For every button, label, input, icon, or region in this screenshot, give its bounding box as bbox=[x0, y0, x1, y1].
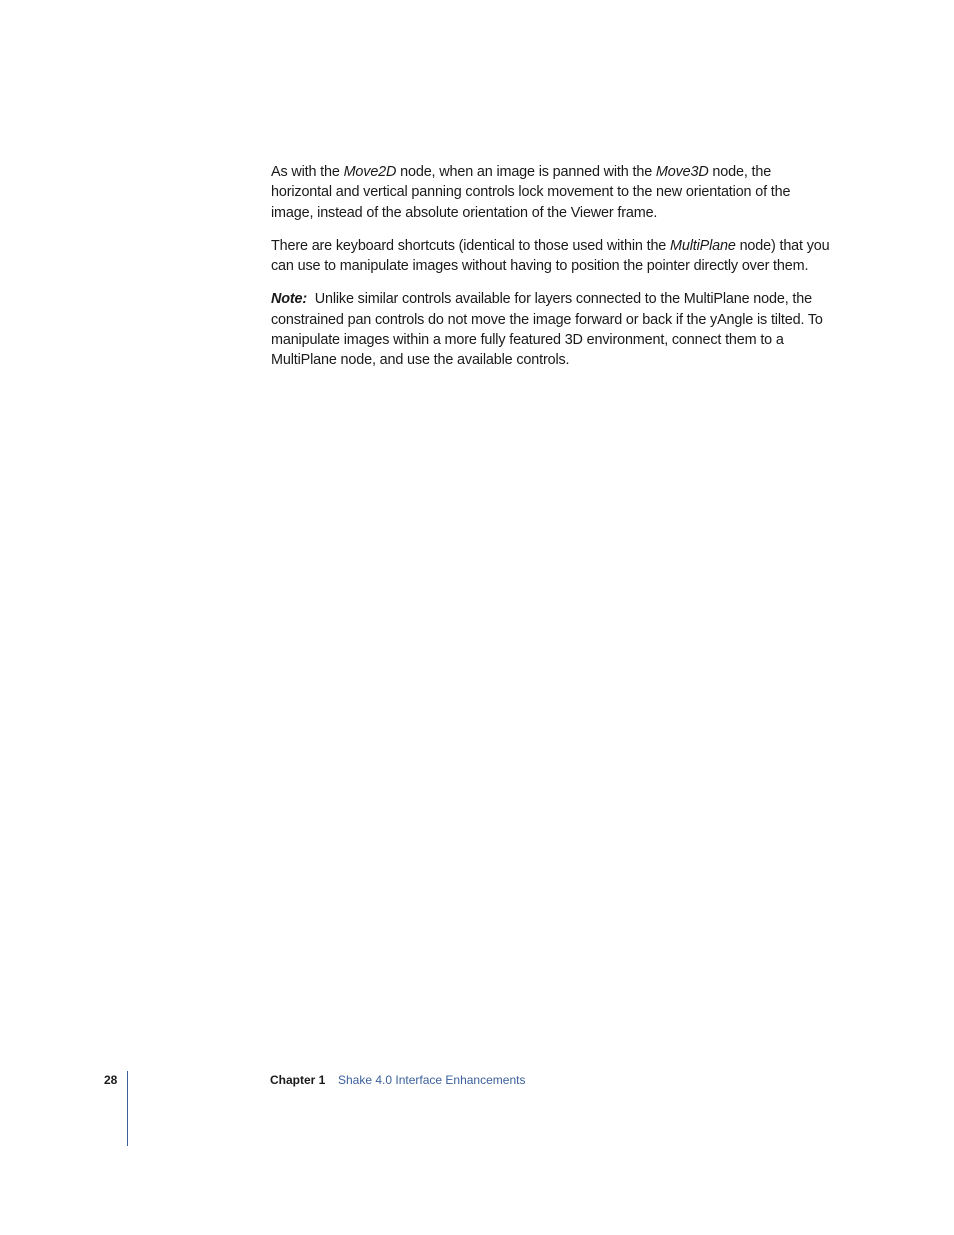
paragraph-move3d-panning bbox=[271, 162, 831, 223]
italic-term-multiplane: MultiPlane bbox=[670, 237, 736, 254]
body-content bbox=[271, 162, 831, 383]
chapter-label: Chapter 1 bbox=[270, 1073, 326, 1087]
chapter-title: Shake 4.0 Interface Enhancements bbox=[338, 1073, 526, 1087]
text-run: node, the horizontal and vertical panning controls lock movement to the new orientation of the image, instead of the absolute orientation of the Viewer frame. bbox=[271, 164, 791, 221]
note-paragraph bbox=[271, 289, 831, 371]
note-text: Unlike similar controls available for layers connected to the MultiPlane node, the constrained pan controls do not move the image forward or back if the yAngle is tilted. To manipulate images within a more fully featured 3D environment, connect them to a MultiPlane node, and use the available controls. bbox=[271, 291, 823, 369]
text-run: As with the bbox=[271, 164, 344, 180]
text-run: There are keyboard shortcuts (identical to those used within the bbox=[271, 237, 671, 254]
note-label: Note: bbox=[271, 291, 308, 308]
page-number: 28 bbox=[104, 1073, 118, 1087]
paragraph-keyboard-shortcuts bbox=[271, 236, 831, 277]
footer-divider bbox=[127, 1071, 128, 1146]
italic-term-move3d: Move3D bbox=[655, 164, 709, 180]
italic-term-move2d: Move2D bbox=[343, 164, 397, 180]
text-run: node) that you can use to manipulate images without having to position the pointer directly over them. bbox=[271, 237, 830, 275]
text-run: node, when an image is panned with the bbox=[396, 164, 656, 180]
